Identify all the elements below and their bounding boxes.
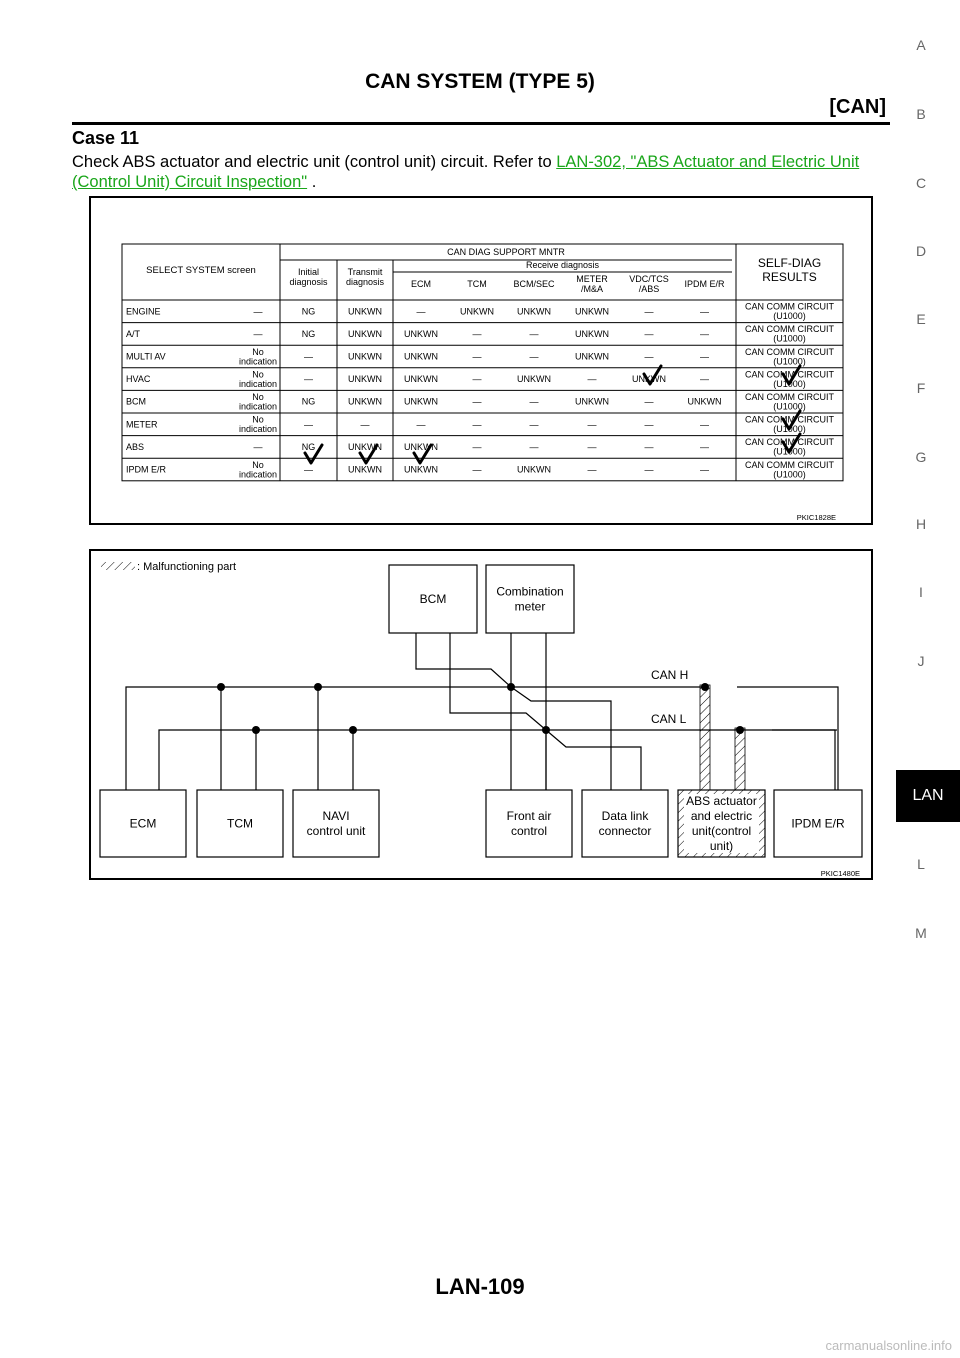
row-cell-line: — bbox=[253, 306, 263, 317]
row-cell bbox=[348, 306, 382, 316]
instruction-text: Check ABS actuator and electric unit (control unit) circuit. Refer to bbox=[72, 153, 557, 171]
row-cell-line: — bbox=[644, 351, 654, 362]
row-cell-line: — bbox=[644, 464, 654, 475]
row-cell-line: UNKWN bbox=[575, 396, 609, 407]
dlc-can-h-wire bbox=[511, 687, 611, 790]
row-cell-line: — bbox=[644, 441, 654, 452]
row-system-name-line: MULTI AV bbox=[126, 351, 166, 362]
bcm-unit-label bbox=[420, 592, 447, 606]
row-system-name-line: HVAC bbox=[126, 374, 151, 385]
row-cell-line: — bbox=[304, 464, 313, 475]
row-cell-line: — bbox=[587, 374, 597, 385]
abs-can-l-wire-faulty bbox=[735, 728, 745, 790]
row-cell-line: UNKWN bbox=[404, 464, 438, 475]
can-diag-table bbox=[91, 198, 875, 527]
can-l-label-line: CAN L bbox=[651, 712, 687, 726]
row-cell bbox=[473, 419, 482, 429]
row-cell-line: — bbox=[700, 351, 709, 362]
row-cell bbox=[588, 419, 597, 429]
row-system-name bbox=[126, 419, 158, 429]
row-self-diag-result-line: (U1000) bbox=[773, 401, 806, 412]
row-cell-line: indication bbox=[238, 356, 278, 367]
row-cell bbox=[348, 465, 382, 475]
row-cell-line: UNKWN bbox=[517, 464, 551, 475]
row-cell bbox=[645, 419, 654, 429]
side-index-tab-j[interactable]: J bbox=[917, 653, 925, 669]
self-diag-results-header bbox=[758, 256, 821, 284]
row-cell-line: — bbox=[700, 328, 709, 339]
row-cell-line: NG bbox=[301, 328, 316, 339]
row-cell-line: — bbox=[644, 419, 654, 430]
row-cell bbox=[473, 465, 482, 475]
row-cell-line: UNKWN bbox=[348, 306, 382, 317]
row-cell bbox=[645, 397, 654, 407]
row-system-name-line: ABS bbox=[126, 441, 145, 452]
row-cell bbox=[700, 419, 709, 429]
row-system-name bbox=[126, 352, 166, 362]
row-self-diag-result-line: (U1000) bbox=[773, 378, 806, 389]
row-cell-line: UNKWN bbox=[632, 374, 666, 385]
row-cell bbox=[404, 397, 438, 407]
junction-dot bbox=[736, 726, 744, 734]
row-self-diag-result bbox=[745, 460, 834, 480]
row-cell bbox=[304, 374, 313, 384]
receive-col-header-line: VDC/TCS bbox=[629, 274, 669, 285]
row-cell-line: UNKWN bbox=[404, 351, 438, 362]
row-cell-line: — bbox=[472, 441, 482, 452]
row-cell-line: UNKWN bbox=[517, 306, 551, 317]
row-self-diag-result-line: CAN COMM CIRCUIT bbox=[745, 414, 834, 425]
row-cell bbox=[700, 374, 709, 384]
row-self-diag-result bbox=[745, 347, 834, 367]
row-cell-line: No bbox=[252, 369, 264, 380]
row-cell-line: NG bbox=[301, 441, 316, 452]
row-cell bbox=[530, 329, 539, 339]
ipdm-unit-label-line: IPDM E/R bbox=[791, 816, 845, 831]
row-cell bbox=[304, 465, 313, 475]
side-index-tab-e[interactable]: E bbox=[916, 311, 926, 327]
row-cell bbox=[404, 352, 438, 362]
front-air-unit-label-line: control bbox=[510, 824, 548, 838]
instruction-tail: . bbox=[307, 173, 317, 191]
row-self-diag-result-line: CAN COMM CIRCUIT bbox=[745, 324, 834, 335]
row-cell bbox=[404, 465, 438, 475]
can-diag-mntr-header bbox=[447, 247, 565, 257]
receive-col-header-line: IPDM E/R bbox=[684, 279, 725, 289]
can-circuit-figure bbox=[89, 549, 873, 880]
receive-col-header bbox=[467, 279, 487, 289]
receive-col-header-line: ECM bbox=[411, 279, 431, 289]
data-link-connector-label bbox=[599, 809, 652, 838]
row-cell-line: — bbox=[700, 419, 709, 430]
row-cell bbox=[302, 329, 316, 339]
can-h-label-line: CAN H bbox=[651, 668, 689, 682]
receive-col-header bbox=[684, 279, 725, 289]
dlc-can-l-wire bbox=[546, 730, 641, 790]
diagnosis-table-figure bbox=[89, 196, 873, 525]
row-cell-line: — bbox=[529, 419, 539, 430]
row-self-diag-result-line: (U1000) bbox=[773, 469, 806, 480]
data-link-connector-label-line: Data link bbox=[601, 809, 649, 823]
receive-col-header bbox=[411, 279, 431, 289]
row-cell-line: — bbox=[304, 374, 313, 385]
receive-col-header-line: /ABS bbox=[638, 283, 660, 294]
self-diag-results-header-line: RESULTS bbox=[762, 270, 817, 284]
row-self-diag-result-line: (U1000) bbox=[773, 446, 806, 457]
page-header-title: CAN SYSTEM (TYPE 5) bbox=[365, 70, 595, 93]
row-cell-line: — bbox=[529, 328, 539, 339]
legend-text bbox=[137, 561, 236, 573]
row-system-name bbox=[126, 329, 141, 339]
row-cell-line: — bbox=[472, 464, 482, 475]
row-cell bbox=[348, 352, 382, 362]
row-cell-line: — bbox=[360, 419, 370, 430]
row-cell-line: UNKWN bbox=[404, 374, 438, 385]
bcm-can-l-wire bbox=[450, 633, 546, 730]
row-cell bbox=[239, 369, 277, 389]
row-cell bbox=[348, 374, 382, 384]
abs-can-h-wire-faulty bbox=[700, 685, 710, 790]
abs-actuator-unit-label-line: unit(control bbox=[691, 824, 752, 838]
row-cell bbox=[302, 306, 316, 316]
row-cell-line: UNKWN bbox=[687, 396, 722, 407]
select-system-header-line: SELECT SYSTEM screen bbox=[146, 265, 256, 276]
row-self-diag-result bbox=[745, 369, 834, 389]
navi-unit-label-line: control unit bbox=[306, 824, 366, 838]
row-cell bbox=[588, 442, 597, 452]
self-diag-results-header-line: SELF-DIAG bbox=[757, 256, 822, 270]
row-cell bbox=[254, 329, 263, 339]
row-cell bbox=[302, 442, 316, 452]
bcm-unit-label-line: BCM bbox=[419, 592, 447, 606]
side-index-tab-m[interactable]: M bbox=[915, 925, 927, 941]
legend-text-line: : Malfunctioning part bbox=[137, 561, 237, 573]
row-self-diag-result-line: (U1000) bbox=[773, 424, 806, 435]
row-self-diag-result bbox=[745, 392, 834, 412]
abs-actuator-unit-label-line: and electric bbox=[690, 809, 753, 823]
row-cell-line: — bbox=[700, 306, 709, 317]
row-cell-line: UNKWN bbox=[404, 441, 438, 452]
row-cell bbox=[473, 397, 482, 407]
side-index-tab-l[interactable]: L bbox=[917, 856, 925, 872]
row-cell-line: UNKWN bbox=[404, 396, 438, 407]
section-tag: [CAN] bbox=[829, 96, 886, 118]
watermark: carmanualsonline.info bbox=[825, 1338, 952, 1353]
row-cell-line: — bbox=[472, 351, 482, 362]
transmit-diagnosis-header-line: Transmit bbox=[347, 267, 383, 278]
ipdm-unit-label bbox=[791, 817, 845, 831]
navi-unit-label-line: NAVI bbox=[322, 809, 350, 823]
row-cell-line: UNKWN bbox=[348, 374, 382, 385]
side-index-tab-lan[interactable]: LAN bbox=[896, 770, 960, 822]
transmit-diagnosis-header bbox=[346, 267, 385, 287]
side-index-tab-h[interactable]: H bbox=[915, 516, 927, 532]
figure-code-line: PKIC1480E bbox=[820, 869, 860, 878]
row-cell-line: — bbox=[529, 396, 539, 407]
row-cell bbox=[575, 306, 609, 316]
row-cell bbox=[588, 465, 597, 475]
row-system-name-line: A/T bbox=[126, 328, 141, 339]
row-cell bbox=[688, 397, 722, 407]
row-self-diag-result-line: CAN COMM CIRCUIT bbox=[745, 369, 834, 380]
combination-meter-unit-label-line: meter bbox=[514, 599, 546, 614]
ecm-unit-label bbox=[130, 817, 157, 831]
instruction-paragraph bbox=[72, 152, 890, 192]
row-cell-line: — bbox=[700, 464, 709, 475]
row-cell bbox=[517, 374, 551, 384]
can-h-bus bbox=[737, 687, 838, 790]
row-cell-line: — bbox=[529, 441, 539, 452]
row-cell-line: UNKWN bbox=[460, 306, 494, 317]
row-cell bbox=[473, 352, 482, 362]
row-cell bbox=[348, 397, 382, 407]
row-cell bbox=[404, 442, 438, 452]
junction-dot bbox=[701, 683, 709, 691]
row-cell bbox=[588, 374, 597, 384]
front-air-unit-label-line: Front air bbox=[506, 809, 552, 823]
row-cell-line: UNKWN bbox=[348, 464, 382, 475]
can-h-label bbox=[651, 668, 688, 682]
row-cell-line: — bbox=[529, 351, 539, 362]
row-system-name-line: BCM bbox=[126, 396, 146, 407]
tcm-unit-label bbox=[227, 817, 253, 831]
row-system-name bbox=[126, 442, 144, 452]
figure-code bbox=[797, 513, 836, 522]
row-cell-line: — bbox=[700, 374, 709, 385]
side-index-tab-b[interactable]: B bbox=[916, 106, 926, 122]
side-index-tab-d[interactable]: D bbox=[915, 243, 927, 259]
row-self-diag-result bbox=[745, 415, 834, 435]
receive-col-header-line: TCM bbox=[467, 279, 487, 289]
can-l-bus bbox=[159, 730, 736, 790]
row-cell-line: UNKWN bbox=[348, 396, 382, 407]
can-h-bus bbox=[126, 687, 702, 790]
row-cell-line: UNKWN bbox=[348, 328, 382, 339]
row-cell-line: — bbox=[700, 441, 709, 452]
row-cell bbox=[304, 352, 313, 362]
can-circuit-diagram bbox=[91, 551, 875, 882]
row-cell bbox=[700, 352, 709, 362]
row-cell bbox=[530, 352, 539, 362]
figure-code bbox=[821, 869, 860, 878]
row-cell-line: No bbox=[252, 346, 264, 357]
ecm-unit-label-line: ECM bbox=[129, 816, 157, 831]
row-cell bbox=[700, 442, 709, 452]
row-cell bbox=[530, 419, 539, 429]
row-cell bbox=[517, 465, 551, 475]
row-system-name bbox=[126, 465, 167, 475]
figure-code-line: PKIC1828E bbox=[796, 513, 836, 522]
row-cell-line: — bbox=[644, 306, 654, 317]
row-cell-line: — bbox=[253, 328, 263, 339]
data-link-connector-label-line: connector bbox=[598, 824, 652, 838]
row-cell-line: indication bbox=[238, 424, 278, 435]
receive-col-header-line: BCM/SEC bbox=[513, 279, 555, 289]
reference-link[interactable]: LAN-302, "ABS Actuator and Electric Unit (Control Unit) Circuit Inspection" bbox=[72, 153, 860, 191]
row-cell bbox=[304, 419, 313, 429]
can-l-label bbox=[651, 712, 687, 726]
row-cell-line: indication bbox=[238, 401, 278, 412]
row-cell-line: — bbox=[587, 464, 597, 475]
row-cell-line: indication bbox=[238, 378, 278, 389]
row-cell-line: — bbox=[472, 396, 482, 407]
side-index-tab-a[interactable]: A bbox=[916, 37, 926, 53]
row-cell-line: — bbox=[304, 419, 313, 430]
row-system-name-line: METER bbox=[126, 419, 158, 430]
row-cell-line: No bbox=[252, 391, 264, 402]
row-cell bbox=[645, 352, 654, 362]
bcm-can-h-wire bbox=[416, 633, 511, 687]
row-cell bbox=[645, 465, 654, 475]
row-cell-line: — bbox=[587, 419, 597, 430]
tcm-unit-label-line: TCM bbox=[227, 816, 253, 831]
row-cell bbox=[239, 392, 277, 412]
row-self-diag-result-line: CAN COMM CIRCUIT bbox=[745, 437, 834, 448]
row-cell-line: — bbox=[644, 396, 654, 407]
row-cell bbox=[700, 465, 709, 475]
row-cell-line: — bbox=[587, 441, 597, 452]
row-cell bbox=[239, 347, 277, 367]
row-self-diag-result-line: (U1000) bbox=[773, 333, 806, 344]
row-cell-line: UNKWN bbox=[348, 351, 382, 362]
row-cell bbox=[404, 329, 438, 339]
row-cell-line: — bbox=[472, 419, 482, 430]
abs-actuator-unit-label-line: unit) bbox=[709, 839, 734, 853]
side-index-tab-f[interactable]: F bbox=[916, 380, 926, 396]
row-cell-line: No bbox=[252, 414, 264, 425]
row-cell-line: UNKWN bbox=[575, 328, 609, 339]
transmit-diagnosis-header-line: diagnosis bbox=[345, 276, 385, 287]
header-rule bbox=[72, 122, 890, 125]
initial-diagnosis-header-line: diagnosis bbox=[289, 276, 328, 287]
row-system-name bbox=[126, 306, 161, 316]
row-cell-line: indication bbox=[238, 469, 278, 480]
row-cell bbox=[417, 306, 426, 316]
row-cell-line: NG bbox=[301, 396, 316, 407]
row-cell bbox=[645, 442, 654, 452]
row-self-diag-result bbox=[745, 324, 834, 344]
row-cell bbox=[254, 442, 263, 452]
row-cell-line: No bbox=[252, 459, 264, 470]
row-self-diag-result bbox=[745, 302, 834, 322]
case-title: Case 11 bbox=[72, 128, 140, 148]
row-cell-line: UNKWN bbox=[575, 351, 609, 362]
page-number: LAN-109 bbox=[435, 1274, 525, 1299]
row-cell-line: UNKWN bbox=[404, 328, 438, 339]
row-cell bbox=[530, 442, 539, 452]
row-cell-line: UNKWN bbox=[575, 306, 609, 317]
row-system-name bbox=[126, 397, 146, 407]
row-cell-line: — bbox=[304, 351, 313, 362]
row-cell bbox=[404, 374, 438, 384]
row-system-name bbox=[126, 374, 151, 384]
receive-diagnosis-header bbox=[526, 260, 600, 270]
row-cell bbox=[473, 329, 482, 339]
row-self-diag-result-line: CAN COMM CIRCUIT bbox=[745, 391, 834, 402]
receive-col-header bbox=[576, 274, 608, 294]
receive-col-header bbox=[629, 274, 669, 294]
row-cell-line: — bbox=[416, 306, 426, 317]
row-cell-line: — bbox=[253, 441, 263, 452]
receive-col-header-line: /M&A bbox=[580, 283, 604, 294]
row-cell-line: — bbox=[416, 419, 426, 430]
row-cell bbox=[473, 442, 482, 452]
row-cell bbox=[361, 419, 370, 429]
row-cell bbox=[575, 397, 609, 407]
row-cell-line: — bbox=[644, 328, 654, 339]
row-cell bbox=[575, 329, 609, 339]
receive-col-header bbox=[513, 279, 555, 289]
row-cell bbox=[517, 306, 551, 316]
can-diag-mntr-header-line: CAN DIAG SUPPORT MNTR bbox=[447, 247, 565, 257]
row-cell bbox=[348, 329, 382, 339]
row-cell bbox=[645, 329, 654, 339]
row-self-diag-result-line: (U1000) bbox=[773, 356, 806, 367]
row-self-diag-result bbox=[745, 437, 834, 457]
row-cell bbox=[460, 306, 494, 316]
row-cell bbox=[473, 374, 482, 384]
row-cell bbox=[645, 306, 654, 316]
row-cell-line: NG bbox=[301, 306, 316, 317]
side-index-tab-g[interactable]: G bbox=[915, 449, 927, 465]
front-air-unit-label bbox=[507, 809, 552, 838]
receive-diagnosis-header-line: Receive diagnosis bbox=[525, 260, 600, 270]
row-cell bbox=[239, 460, 277, 480]
select-system-header bbox=[146, 265, 256, 276]
row-cell bbox=[302, 397, 316, 407]
row-cell-line: UNKWN bbox=[517, 374, 551, 385]
row-self-diag-result-line: (U1000) bbox=[773, 311, 806, 322]
legend-hatch bbox=[101, 562, 135, 570]
row-cell-line: UNKWN bbox=[348, 441, 382, 452]
row-cell bbox=[575, 352, 609, 362]
row-cell bbox=[530, 397, 539, 407]
initial-diagnosis-header-line: Initial bbox=[297, 267, 320, 278]
row-cell bbox=[700, 306, 709, 316]
row-cell bbox=[417, 419, 426, 429]
row-cell-line: — bbox=[472, 328, 482, 339]
row-system-name-line: IPDM E/R bbox=[126, 464, 167, 475]
row-system-name-line: ENGINE bbox=[126, 306, 161, 317]
side-index-tab-i[interactable]: I bbox=[919, 584, 923, 600]
row-self-diag-result-line: CAN COMM CIRCUIT bbox=[745, 346, 834, 357]
row-self-diag-result-line: CAN COMM CIRCUIT bbox=[745, 459, 834, 470]
row-cell-line: — bbox=[472, 374, 482, 385]
abs-actuator-unit-label-line: ABS actuator bbox=[686, 794, 757, 808]
row-self-diag-result-line: CAN COMM CIRCUIT bbox=[745, 301, 834, 312]
side-index-tab-c[interactable]: C bbox=[915, 175, 927, 191]
receive-col-header-line: METER bbox=[576, 274, 608, 285]
combination-meter-unit-label-line: Combination bbox=[496, 584, 564, 599]
row-cell bbox=[700, 329, 709, 339]
row-cell bbox=[239, 415, 277, 435]
initial-diagnosis-header bbox=[289, 267, 328, 287]
row-cell bbox=[254, 306, 263, 316]
